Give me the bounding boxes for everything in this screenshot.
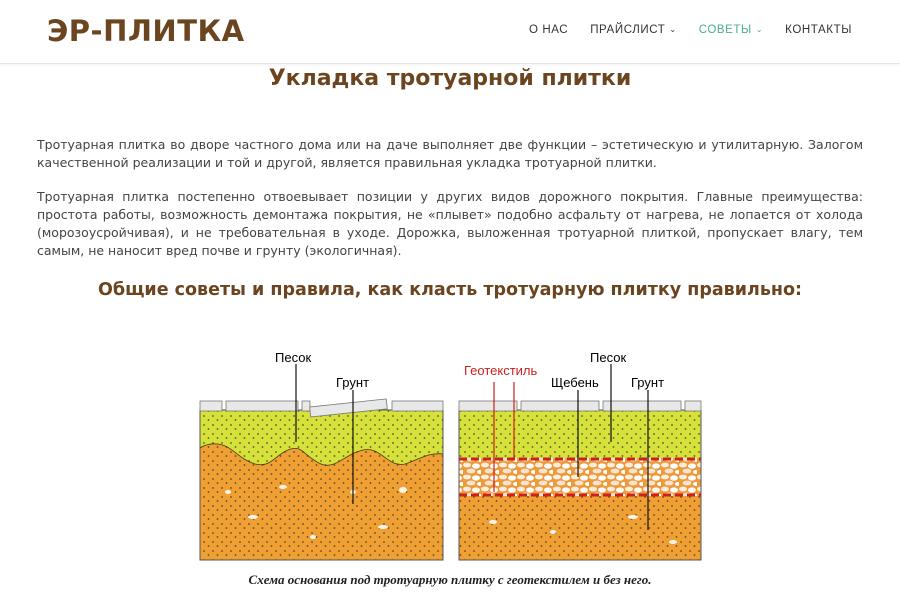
- main-nav: [507, 24, 852, 36]
- nav-item-label: КОНТАКТЫ: [785, 24, 852, 36]
- diagram-left-panel: [200, 350, 443, 560]
- nav-item-label: О НАС: [529, 24, 569, 36]
- nav-item-label: ПРАЙСЛИСТ: [590, 24, 666, 36]
- article-paragraph: Тротуарная плитка во дворе частного дома или на даче выполняет две функции – эстетическую и утилитарную. Залогом качественной реализации и той и другой, является правильная укладка тротуарной плитки.: [37, 137, 863, 170]
- section-subtitle: Общие советы и правила, как класть тротуарную плитку правильно:: [97, 280, 803, 300]
- site-header: [0, 0, 900, 64]
- paving-base-diagram: [193, 342, 713, 572]
- label-sand: Песок: [590, 350, 627, 365]
- site-logo[interactable]: ЭР-ПЛИТКА: [47, 14, 245, 48]
- nav-item-pricelist[interactable]: [590, 24, 677, 36]
- page-title: Укладка тротуарной плитки: [268, 66, 632, 91]
- chevron-down-icon: ⌄: [669, 24, 677, 34]
- label-soil: Грунт: [336, 375, 370, 390]
- label-sand: Песок: [275, 350, 312, 365]
- label-geotextile: Геотекстиль: [464, 363, 538, 378]
- nav-item-tips[interactable]: [699, 24, 763, 36]
- diagram-right-panel: [459, 350, 701, 560]
- nav-item-about[interactable]: [529, 24, 568, 36]
- label-soil: Грунт: [631, 375, 665, 390]
- nav-item-label: СОВЕТЫ: [698, 24, 752, 36]
- figure-caption: Схема основания под тротуарную плитку с геотекстилем и без него.: [248, 572, 652, 587]
- article-paragraph: Тротуарная плитка постепенно отвоевывает позиции у других видов дорожного покрытия. Главные преимущества: простота работы, возможность демонтажа покрытия, не «плывет» подобно асфальту от нагрева, не лопается от холода (морозоусройчивая), и не требовательная в уходе. Дорожка, выложенная тротуарной плиткой, пропускает влагу, тем самым, не наносит вред почве и грунту (экологичная).: [37, 189, 863, 258]
- nav-item-contacts[interactable]: [785, 24, 852, 36]
- label-gravel: Щебень: [551, 375, 599, 390]
- chevron-down-icon: ⌄: [755, 24, 764, 34]
